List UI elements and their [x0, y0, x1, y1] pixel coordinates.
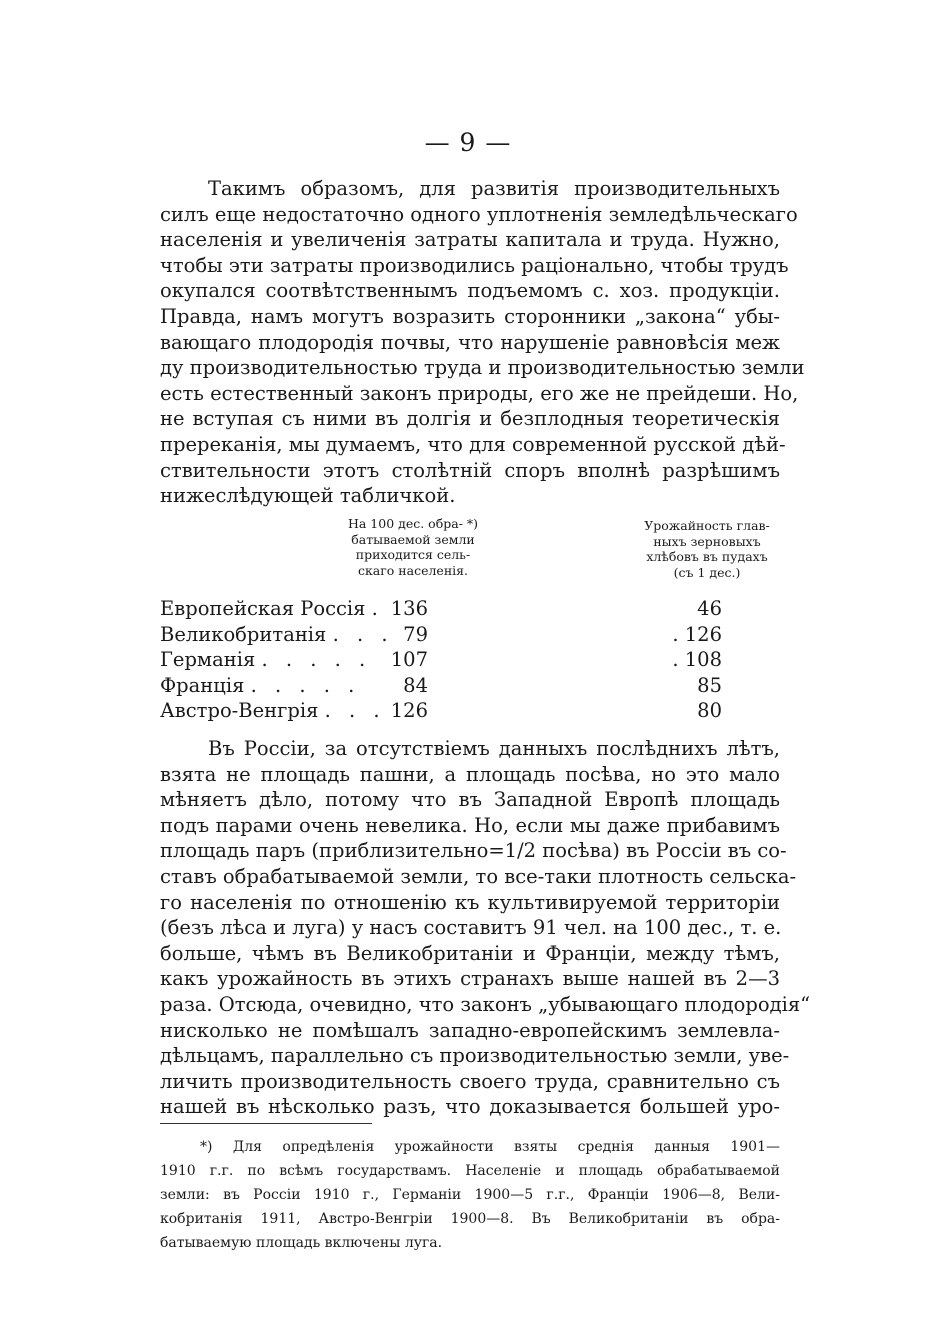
text-line: личить производительность своего труда, сравнительно съ — [160, 1069, 780, 1093]
text-line: окупался соотвѣтственнымъ подъемомъ с. хоз. продукціи. — [160, 279, 780, 303]
grain-yield: 85 — [697, 674, 722, 697]
population-density: 136 — [390, 597, 428, 620]
text-line: Правда, намъ могутъ возразить сторонники „закона“ убы- — [160, 304, 780, 328]
grain-yield: 80 — [697, 699, 722, 722]
population-density: 107 — [390, 648, 428, 671]
footnote-line: кобританія 1911, Австро-Венгріи 1900—8. Въ Великобританіи въ обра- — [160, 1211, 780, 1227]
table-row — [160, 622, 780, 647]
footnote — [160, 1135, 780, 1255]
table-row — [160, 698, 780, 723]
footnote-line: земли: въ Россіи 1910 г., Германіи 1900—5 г.г., Франціи 1906—8, Вели- — [160, 1187, 780, 1203]
text-line: больше, чѣмъ въ Великобританіи и Франціи, между тѣмъ, — [160, 941, 780, 965]
paragraph-1 — [160, 176, 805, 509]
leader-dots: . . . . . — [261, 648, 372, 671]
text-line: пререканія, мы думаемъ, что для современной русской дѣй- — [160, 432, 786, 456]
text-line: чтобы эти затраты производились раціонально, чтобы трудъ — [160, 253, 789, 277]
table-header-yield — [632, 518, 782, 580]
country-name: Европейская Россія . — [160, 597, 384, 620]
text-line: мѣняетъ дѣло, потому что въ Западной Европѣ площадь — [160, 788, 780, 812]
text-line: населенія и увеличенія затраты капитала и труда. Нужно, — [160, 228, 780, 252]
text-line: ду производительностью труда и производительностью земли — [160, 356, 805, 380]
header-line: Урожайность глав- — [644, 518, 770, 533]
text-line: какъ урожайность въ этихъ странахъ выше нашей въ 2—3 — [160, 967, 780, 991]
page-number: — 9 — — [424, 128, 512, 157]
country-name: Франція . . . . . — [160, 674, 361, 697]
text-line: дѣльцамъ, параллельно съ производительностью земли, уве- — [160, 1044, 790, 1068]
text-line: силъ еще недостаточно одного уплотненія земледѣльческаго — [160, 202, 798, 226]
text-line: не вступая съ ними въ долгія и безплодныя теоретическія — [160, 407, 780, 431]
text-line: нижеслѣдующей табличкой. — [160, 484, 456, 508]
population-density: 79 — [403, 623, 428, 646]
header-line: хлѣбовъ въ пудахъ — [646, 549, 768, 564]
paragraph-2 — [160, 736, 811, 1120]
text-line: есть естественный законъ природы, его же не прейдеши. Но, — [160, 381, 799, 405]
leader-dots: . . . . . — [250, 674, 361, 697]
header-line: приходится сель- — [355, 547, 471, 562]
population-density: 84 — [403, 674, 428, 697]
text-line: раза. Отсюда, очевидно, что законъ „убывающаго плодородія“ — [160, 992, 811, 1016]
country-name: Германія . . . . . — [160, 648, 372, 671]
table-row — [160, 673, 780, 698]
country-name: Австро-Венгрія . . . — [160, 699, 386, 722]
text-line: ставъ обрабатываемой земли, то все-таки плотность сельска- — [160, 864, 797, 888]
table-row — [160, 647, 780, 672]
country-name: Великобританія . . . — [160, 623, 394, 646]
header-line: батываемой земли — [351, 531, 475, 547]
header-line: ныхъ зерновыхъ — [653, 533, 761, 549]
text-line: го населенія по отношенію къ культивируемой территоріи — [160, 890, 780, 914]
text-line: вающаго плодородія почвы, что нарушеніе равновѣсія меж — [160, 330, 780, 354]
leader-dots: . . . — [332, 623, 394, 646]
grain-yield: 46 — [697, 597, 722, 620]
footnote-line: 1910 г.г. по всѣмъ государствамъ. Населеніе и площадь обрабатываемой — [160, 1163, 780, 1179]
text-line: нашей въ нѣсколько разъ, что доказывается большей уро- — [160, 1095, 780, 1119]
leader-dots: . . . — [324, 699, 386, 722]
table-header-density — [318, 516, 508, 578]
table-row — [160, 596, 780, 621]
text-line: нисколько не помѣшалъ западно-европейскимъ землевла- — [160, 1018, 780, 1042]
leader-dots: . — [371, 597, 384, 620]
grain-yield: . 108 — [672, 648, 722, 671]
text-line: подъ парами очень невелика. Но, если мы даже прибавимъ — [160, 813, 780, 837]
footnote-divider — [160, 1123, 372, 1124]
population-density: 126 — [390, 699, 428, 722]
footnote-line: батываемую площадь включены луга. — [160, 1235, 443, 1251]
text-line: взята не площадь пашни, а площадь посѣва, но это мало — [160, 762, 780, 786]
text-line: Въ Россіи, за отсутствіемъ данныхъ послѣднихъ лѣтъ, — [208, 737, 780, 760]
header-line: (съ 1 дес.) — [673, 564, 741, 580]
header-line: скаго населенія. — [357, 562, 469, 578]
header-line: На 100 дес. обра- *) — [347, 516, 479, 531]
footnote-line: *) Для опредѣленія урожайности взяты среднія данныя 1901— — [200, 1139, 780, 1155]
text-line: Такимъ образомъ, для развитія производительныхъ — [208, 177, 780, 200]
text-line: ствительности этотъ столѣтній споръ вполнѣ разрѣшимъ — [160, 458, 780, 482]
grain-yield: . 126 — [672, 623, 722, 646]
text-line: площадь паръ (приблизительно=1/2 посѣва) въ Россіи въ со- — [160, 839, 787, 863]
text-line: (безъ лѣса и луга) у насъ составитъ 91 чел. на 100 дес., т. е. — [160, 916, 782, 940]
